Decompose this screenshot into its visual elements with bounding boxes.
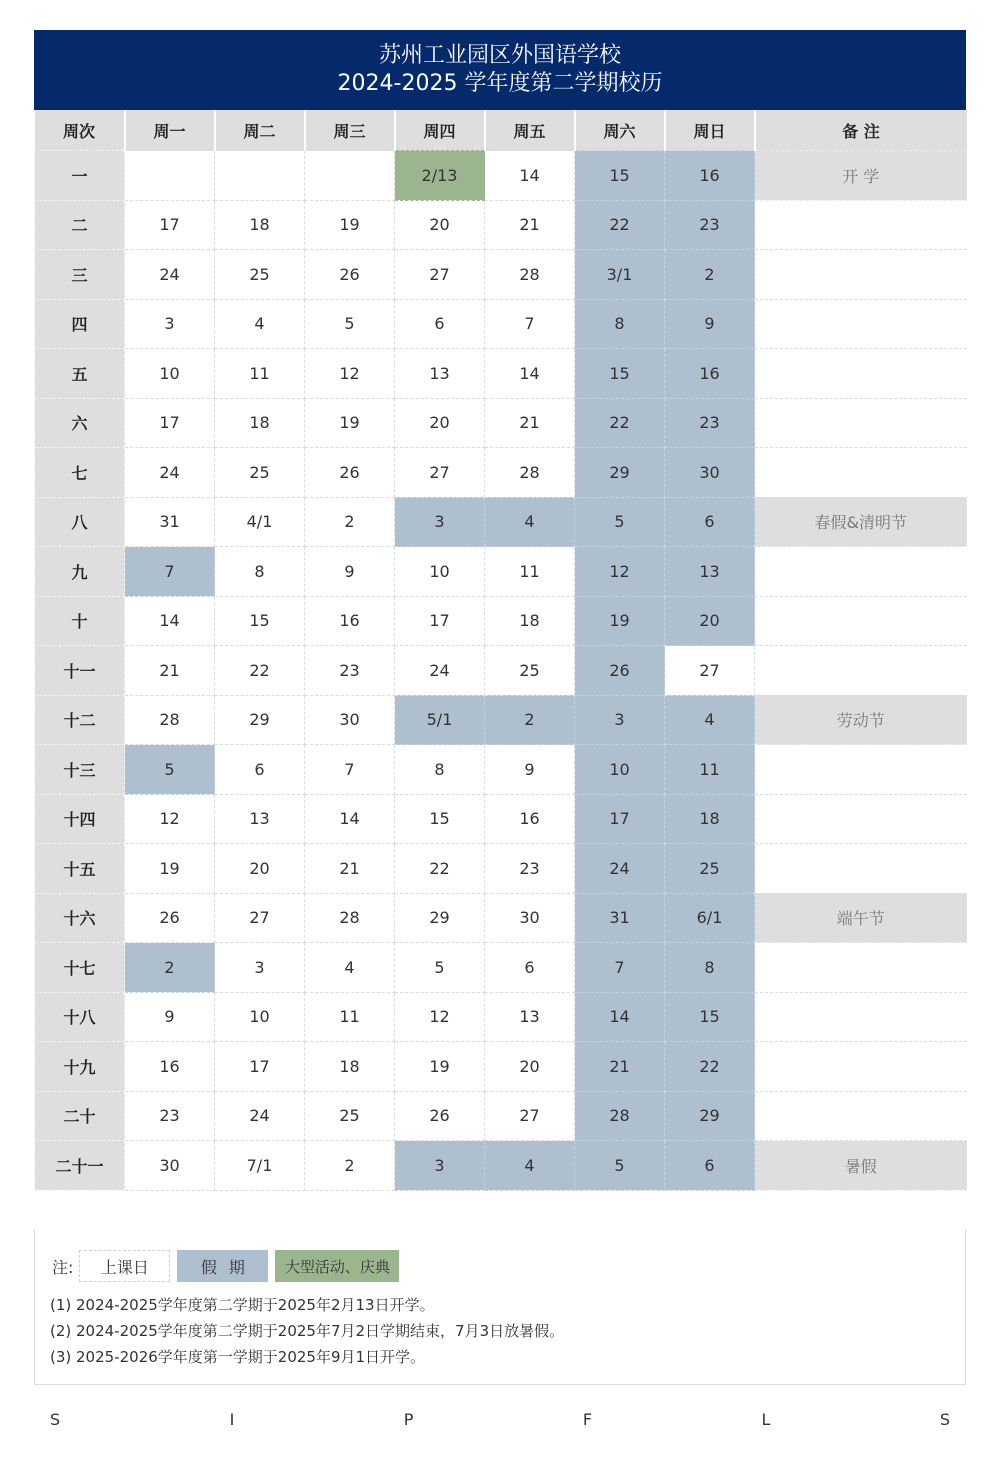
date-cell: 8 — [215, 547, 305, 597]
remark-cell — [755, 794, 967, 844]
date-cell: 13 — [395, 349, 485, 399]
week-number-cell: 三 — [35, 250, 125, 300]
date-cell: 16 — [665, 349, 755, 399]
remark-cell — [755, 448, 967, 498]
remark-cell: 春假&清明节 — [755, 497, 967, 547]
date-cell: 10 — [215, 992, 305, 1042]
footer-letter: S — [939, 1410, 950, 1429]
week-number-cell: 六 — [35, 398, 125, 448]
date-cell: 29 — [665, 1091, 755, 1141]
footer-letter: L — [761, 1410, 771, 1429]
footer-letter: S — [50, 1410, 61, 1429]
date-cell: 27 — [665, 646, 755, 696]
calendar-header — [34, 30, 966, 110]
date-cell: 17 — [215, 1042, 305, 1092]
table-row — [35, 794, 967, 844]
footer-letter: I — [229, 1410, 235, 1429]
date-cell: 14 — [305, 794, 395, 844]
date-cell: 10 — [125, 349, 215, 399]
date-cell: 6 — [665, 1141, 755, 1191]
week-number-cell: 二十一 — [35, 1141, 125, 1191]
date-cell: 12 — [125, 794, 215, 844]
date-cell: 7 — [485, 299, 575, 349]
date-cell: 9 — [305, 547, 395, 597]
date-cell: 25 — [215, 250, 305, 300]
week-number-cell: 十七 — [35, 943, 125, 993]
date-cell: 24 — [575, 844, 665, 894]
week-number-cell: 十八 — [35, 992, 125, 1042]
table-row — [35, 398, 967, 448]
table-row — [35, 299, 967, 349]
date-cell: 4 — [485, 1141, 575, 1191]
remark-cell: 暑假 — [755, 1141, 967, 1191]
date-cell: 21 — [485, 398, 575, 448]
date-cell: 5/1 — [395, 695, 485, 745]
date-cell: 25 — [665, 844, 755, 894]
date-cell: 17 — [395, 596, 485, 646]
remark-cell — [755, 1091, 967, 1141]
date-cell: 30 — [665, 448, 755, 498]
week-number-cell: 八 — [35, 497, 125, 547]
remark-cell — [755, 200, 967, 250]
date-cell: 10 — [395, 547, 485, 597]
date-cell: 28 — [575, 1091, 665, 1141]
week-number-cell: 十三 — [35, 745, 125, 795]
date-cell: 23 — [485, 844, 575, 894]
date-cell: 7 — [125, 547, 215, 597]
table-row — [35, 943, 967, 993]
remark-cell — [755, 596, 967, 646]
legend-holiday: 假期 — [177, 1250, 268, 1282]
remark-cell: 劳动节 — [755, 695, 967, 745]
date-cell: 2 — [485, 695, 575, 745]
date-cell: 28 — [305, 893, 395, 943]
date-cell: 28 — [485, 448, 575, 498]
date-cell: 4 — [215, 299, 305, 349]
date-cell: 6 — [485, 943, 575, 993]
remark-cell — [755, 349, 967, 399]
remark-cell — [755, 745, 967, 795]
remark-cell — [755, 1042, 967, 1092]
date-cell: 20 — [395, 398, 485, 448]
date-cell: 15 — [575, 151, 665, 201]
calendar-title: 2024-2025 学年度第二学期校历 — [337, 71, 663, 96]
date-cell: 9 — [125, 992, 215, 1042]
date-cell: 6 — [665, 497, 755, 547]
column-header: 周四 — [395, 110, 485, 151]
date-cell: 20 — [485, 1042, 575, 1092]
date-cell: 28 — [125, 695, 215, 745]
week-number-cell: 五 — [35, 349, 125, 399]
date-cell: 7 — [575, 943, 665, 993]
date-cell: 24 — [395, 646, 485, 696]
date-cell: 4/1 — [215, 497, 305, 547]
date-cell: 2 — [305, 497, 395, 547]
date-cell: 17 — [125, 398, 215, 448]
date-cell: 14 — [575, 992, 665, 1042]
date-cell: 8 — [575, 299, 665, 349]
date-cell: 21 — [305, 844, 395, 894]
date-cell: 30 — [485, 893, 575, 943]
date-cell: 21 — [125, 646, 215, 696]
remark-cell — [755, 398, 967, 448]
date-cell: 3 — [575, 695, 665, 745]
table-row — [35, 448, 967, 498]
date-cell: 16 — [125, 1042, 215, 1092]
date-cell: 9 — [665, 299, 755, 349]
date-cell: 24 — [125, 250, 215, 300]
date-cell: 2 — [125, 943, 215, 993]
date-cell: 2/13 — [395, 151, 485, 201]
date-cell: 19 — [395, 1042, 485, 1092]
legend — [52, 1250, 406, 1282]
footer-letter: F — [582, 1410, 593, 1429]
column-header: 周五 — [485, 110, 575, 151]
date-cell: 17 — [575, 794, 665, 844]
week-number-cell: 二 — [35, 200, 125, 250]
week-number-cell: 七 — [35, 448, 125, 498]
date-cell — [215, 151, 305, 201]
date-cell: 9 — [485, 745, 575, 795]
week-number-cell: 四 — [35, 299, 125, 349]
table-row — [35, 349, 967, 399]
legend-event: 大型活动、庆典 — [275, 1250, 399, 1282]
remark-cell — [755, 250, 967, 300]
date-cell: 4 — [665, 695, 755, 745]
date-cell — [125, 151, 215, 201]
date-cell: 8 — [665, 943, 755, 993]
date-cell: 25 — [305, 1091, 395, 1141]
date-cell: 7 — [305, 745, 395, 795]
week-number-cell: 二十 — [35, 1091, 125, 1141]
table-row — [35, 1141, 967, 1191]
date-cell: 30 — [125, 1141, 215, 1191]
date-cell: 24 — [215, 1091, 305, 1141]
note-line: (3) 2025-2026学年度第一学期于2025年9月1日开学。 — [50, 1348, 426, 1366]
week-number-cell: 九 — [35, 547, 125, 597]
date-cell: 20 — [665, 596, 755, 646]
table-row — [35, 1091, 967, 1141]
table-row — [35, 844, 967, 894]
remark-cell — [755, 299, 967, 349]
date-cell: 23 — [665, 200, 755, 250]
date-cell: 23 — [305, 646, 395, 696]
week-number-cell: 十五 — [35, 844, 125, 894]
date-cell: 19 — [305, 398, 395, 448]
remark-cell: 开 学 — [755, 151, 967, 201]
date-cell: 22 — [575, 398, 665, 448]
date-cell: 26 — [395, 1091, 485, 1141]
date-cell: 5 — [305, 299, 395, 349]
date-cell: 18 — [665, 794, 755, 844]
date-cell: 18 — [305, 1042, 395, 1092]
date-cell: 22 — [395, 844, 485, 894]
table-row — [35, 250, 967, 300]
date-cell: 13 — [665, 547, 755, 597]
column-header: 周次 — [35, 110, 125, 151]
column-header: 周三 — [305, 110, 395, 151]
date-cell: 19 — [575, 596, 665, 646]
date-cell: 10 — [575, 745, 665, 795]
date-cell: 30 — [305, 695, 395, 745]
date-cell: 5 — [575, 1141, 665, 1191]
date-cell — [305, 151, 395, 201]
remark-cell — [755, 646, 967, 696]
table-row — [35, 695, 967, 745]
date-cell: 18 — [215, 200, 305, 250]
date-cell: 12 — [395, 992, 485, 1042]
table-row — [35, 992, 967, 1042]
date-cell: 16 — [485, 794, 575, 844]
date-cell: 17 — [125, 200, 215, 250]
date-cell: 19 — [125, 844, 215, 894]
table-row — [35, 200, 967, 250]
table-header-row — [35, 110, 967, 151]
note-line: (2) 2024-2025学年度第二学期于2025年7月2日学期结束，7月3日放暑假。 — [50, 1322, 565, 1340]
date-cell: 26 — [305, 250, 395, 300]
week-number-cell: 十一 — [35, 646, 125, 696]
date-cell: 11 — [305, 992, 395, 1042]
week-number-cell: 十四 — [35, 794, 125, 844]
date-cell: 6/1 — [665, 893, 755, 943]
date-cell: 20 — [215, 844, 305, 894]
calendar-body — [35, 151, 967, 1191]
date-cell: 25 — [215, 448, 305, 498]
date-cell: 3 — [215, 943, 305, 993]
table-row — [35, 893, 967, 943]
date-cell: 14 — [485, 151, 575, 201]
date-cell: 6 — [395, 299, 485, 349]
date-cell: 22 — [575, 200, 665, 250]
column-header: 周二 — [215, 110, 305, 151]
date-cell: 14 — [485, 349, 575, 399]
date-cell: 3 — [395, 1141, 485, 1191]
date-cell: 26 — [305, 448, 395, 498]
date-cell: 31 — [125, 497, 215, 547]
date-cell: 27 — [395, 250, 485, 300]
column-header: 周一 — [125, 110, 215, 151]
column-header: 备 注 — [755, 110, 967, 151]
date-cell: 29 — [575, 448, 665, 498]
column-header: 周六 — [575, 110, 665, 151]
school-calendar-table — [34, 110, 967, 1191]
date-cell: 6 — [215, 745, 305, 795]
date-cell: 13 — [485, 992, 575, 1042]
date-cell: 12 — [305, 349, 395, 399]
remark-cell: 端午节 — [755, 893, 967, 943]
date-cell: 29 — [395, 893, 485, 943]
date-cell: 3/1 — [575, 250, 665, 300]
date-cell: 5 — [575, 497, 665, 547]
table-row — [35, 646, 967, 696]
footer-letter: P — [403, 1410, 414, 1429]
table-row — [35, 151, 967, 201]
table-row — [35, 547, 967, 597]
date-cell: 28 — [485, 250, 575, 300]
table-row — [35, 745, 967, 795]
date-cell: 27 — [485, 1091, 575, 1141]
date-cell: 22 — [665, 1042, 755, 1092]
date-cell: 8 — [395, 745, 485, 795]
date-cell: 20 — [395, 200, 485, 250]
date-cell: 19 — [305, 200, 395, 250]
week-number-cell: 十九 — [35, 1042, 125, 1092]
date-cell: 26 — [575, 646, 665, 696]
date-cell: 26 — [125, 893, 215, 943]
week-number-cell: 十 — [35, 596, 125, 646]
date-cell: 11 — [485, 547, 575, 597]
date-cell: 5 — [395, 943, 485, 993]
date-cell: 18 — [485, 596, 575, 646]
table-row — [35, 596, 967, 646]
date-cell: 23 — [125, 1091, 215, 1141]
date-cell: 18 — [215, 398, 305, 448]
week-number-cell: 十六 — [35, 893, 125, 943]
note-line: (1) 2024-2025学年度第二学期于2025年2月13日开学。 — [50, 1296, 435, 1314]
date-cell: 29 — [215, 695, 305, 745]
date-cell: 11 — [665, 745, 755, 795]
date-cell: 3 — [395, 497, 485, 547]
date-cell: 16 — [665, 151, 755, 201]
date-cell: 25 — [485, 646, 575, 696]
date-cell: 15 — [575, 349, 665, 399]
remark-cell — [755, 992, 967, 1042]
remark-cell — [755, 844, 967, 894]
school-name: 苏州工业园区外国语学校 — [378, 43, 621, 68]
footer-letters — [50, 1410, 950, 1434]
date-cell: 4 — [485, 497, 575, 547]
date-cell: 7/1 — [215, 1141, 305, 1191]
column-header: 周日 — [665, 110, 755, 151]
date-cell: 27 — [215, 893, 305, 943]
date-cell: 3 — [125, 299, 215, 349]
date-cell: 11 — [215, 349, 305, 399]
date-cell: 2 — [665, 250, 755, 300]
legend-class-day: 上课日 — [79, 1250, 170, 1282]
notes-list — [50, 1294, 564, 1372]
date-cell: 31 — [575, 893, 665, 943]
remark-cell — [755, 547, 967, 597]
date-cell: 21 — [485, 200, 575, 250]
date-cell: 15 — [665, 992, 755, 1042]
date-cell: 21 — [575, 1042, 665, 1092]
date-cell: 16 — [305, 596, 395, 646]
date-cell: 2 — [305, 1141, 395, 1191]
date-cell: 23 — [665, 398, 755, 448]
date-cell: 24 — [125, 448, 215, 498]
week-number-cell: 十二 — [35, 695, 125, 745]
date-cell: 14 — [125, 596, 215, 646]
date-cell: 5 — [125, 745, 215, 795]
date-cell: 22 — [215, 646, 305, 696]
date-cell: 13 — [215, 794, 305, 844]
table-row — [35, 1042, 967, 1092]
date-cell: 15 — [215, 596, 305, 646]
date-cell: 12 — [575, 547, 665, 597]
legend-prefix: 注: — [52, 1257, 74, 1277]
date-cell: 27 — [395, 448, 485, 498]
date-cell: 15 — [395, 794, 485, 844]
date-cell: 4 — [305, 943, 395, 993]
week-number-cell: 一 — [35, 151, 125, 201]
table-row — [35, 497, 967, 547]
remark-cell — [755, 943, 967, 993]
